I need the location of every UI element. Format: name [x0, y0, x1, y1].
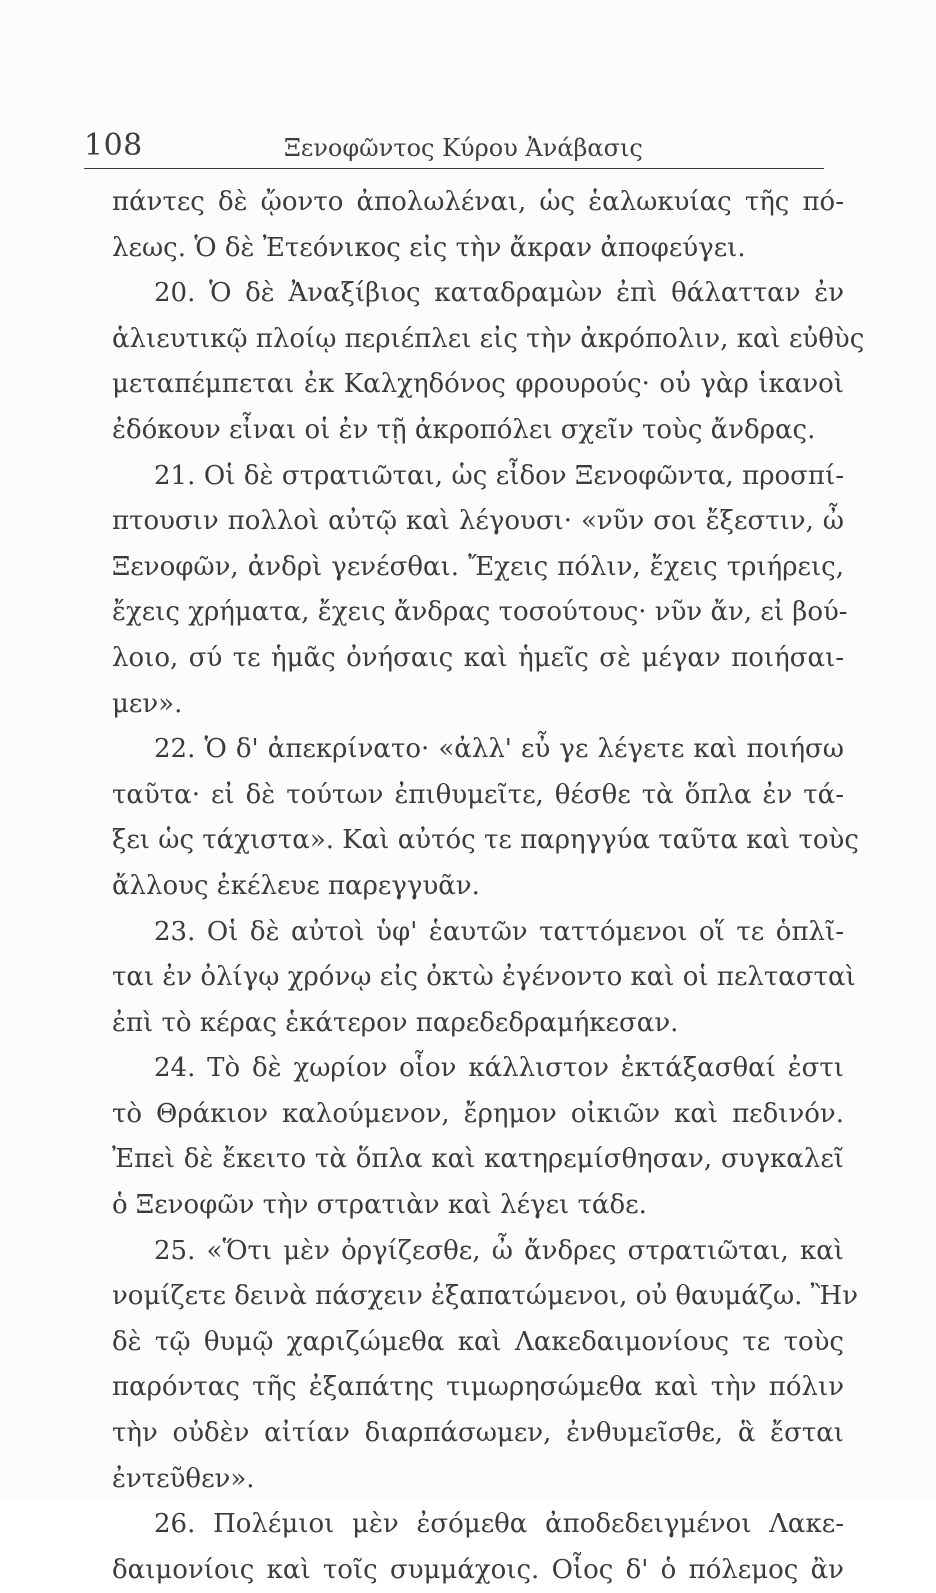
text-line: νομίζετε δεινὰ πάσχειν ἐξαπατώμενοι, οὐ θαυμάζω. Ἢν — [112, 1281, 859, 1312]
text-line: πτουσιν πολλοὶ αὐτῷ καὶ λέγουσι· «νῦν σοι ἔξεστιν, ὦ — [112, 506, 844, 537]
text-line: τὸ Θράκιον καλούμενον, ἔρημον οἰκιῶν καὶ πεδινόν. — [112, 1098, 844, 1129]
running-title: Ξενοφῶντος Κύρου Ἀνάβασις — [284, 134, 643, 162]
text-line: ὁ Ξενοφῶν τὴν στρατιὰν καὶ λέγει τάδε. — [112, 1190, 647, 1221]
text-line: μεταπέμπεται ἐκ Καλχηδόνος φρουρούς· οὐ γὰρ ἱκανοὶ — [112, 369, 844, 400]
text-line: ἄλλους ἐκέλευε παρεγγυᾶν. — [112, 870, 480, 901]
text-line: μεν». — [112, 688, 183, 719]
text-line: δαιμονίοις καὶ τοῖς συμμάχοις. Οἷος δ' ὁ πόλεμος ἂν — [112, 1554, 844, 1585]
text-line: Ἐπεὶ δὲ ἔκειτο τὰ ὅπλα καὶ κατηρεμίσθησαν, συγκαλεῖ — [112, 1144, 844, 1175]
text-line: 26. Πολέμιοι μὲν ἐσόμεθα ἀποδεδειγμένοι Λακε- — [154, 1509, 844, 1540]
text-line: ἔχεις χρήματα, ἔχεις ἄνδρας τοσούτους· νῦν ἄν, εἰ βού- — [112, 597, 848, 628]
text-line: 21. Οἱ δὲ στρατιῶται, ὡς εἶδον Ξενοφῶντα, προσπί- — [154, 460, 844, 491]
text-line: ἐδόκουν εἶναι οἱ ἐν τῇ ἀκροπόλει σχεῖν τοὺς ἄνδρας. — [112, 414, 816, 445]
text-line: 24. Τὸ δὲ χωρίον οἷον κάλλιστον ἐκτάξασθαί ἐστι — [154, 1053, 844, 1084]
page-header — [84, 126, 824, 169]
text-line: παρόντας τῆς ἐξαπάτης τιμωρησώμεθα καὶ τὴν πόλιν — [112, 1372, 844, 1403]
text-line: τὴν οὐδὲν αἰτίαν διαρπάσωμεν, ἐνθυμεῖσθε, ἃ ἔσται — [112, 1418, 844, 1449]
text-line: πάντες δὲ ᾤοντο ἀπολωλέναι, ὡς ἑαλωκυίας τῆς πό- — [112, 187, 844, 217]
text-line: ἐντεῦθεν». — [112, 1463, 255, 1494]
text-line: 23. Οἱ δὲ αὐτοὶ ὑφ' ἑαυτῶν ταττόμενοι οἵ τε ὁπλῖ- — [154, 916, 844, 947]
text-line: λεως. Ὁ δὲ Ἐτεόνικος εἰς τὴν ἄκραν ἀποφεύγει. — [112, 232, 746, 263]
text-line: λοιο, σύ τε ἡμᾶς ὀνήσαις καὶ ἡμεῖς σὲ μέγαν ποιήσαι- — [112, 642, 844, 673]
text-line: δὲ τῷ θυμῷ χαριζώμεθα καὶ Λακεδαιμονίους τε τοὺς — [112, 1326, 844, 1357]
text-line: 25. «Ὅτι μὲν ὀργίζεσθε, ὦ ἄνδρες στρατιῶται, καὶ — [154, 1235, 844, 1266]
text-line: 22. Ὁ δ' ἀπεκρίνατο· «ἀλλ' εὖ γε λέγετε καὶ ποιήσω — [154, 734, 844, 765]
text-line: ἁλιευτικῷ πλοίῳ περιέπλει εἰς τὴν ἀκρόπολιν, καὶ εὐθὺς — [112, 323, 865, 354]
page-number: 108 — [84, 128, 143, 163]
text-line: ξει ὡς τάχιστα». Καὶ αὐτός τε παρηγγύα ταῦτα καὶ τοὺς — [112, 825, 859, 856]
text-line: ται ἐν ὀλίγῳ χρόνῳ εἰς ὀκτὼ ἐγένοντο καὶ οἱ πελτασταὶ — [112, 962, 856, 993]
text-line: ταῦτα· εἰ δὲ τούτων ἐπιθυμεῖτε, θέσθε τὰ ὅπλα ἐν τά- — [112, 779, 844, 810]
body-text — [112, 180, 865, 1593]
text-line: 20. Ὁ δὲ Ἀναξίβιος καταδραμὼν ἐπὶ θάλατταν ἐν — [154, 278, 844, 309]
text-line: ἐπὶ τὸ κέρας ἑκάτερον παρεδεδραμήκεσαν. — [112, 1007, 679, 1038]
text-line: Ξενοφῶν, ἀνδρὶ γενέσθαι. Ἔχεις πόλιν, ἔχεις τριήρεις, — [112, 551, 844, 582]
